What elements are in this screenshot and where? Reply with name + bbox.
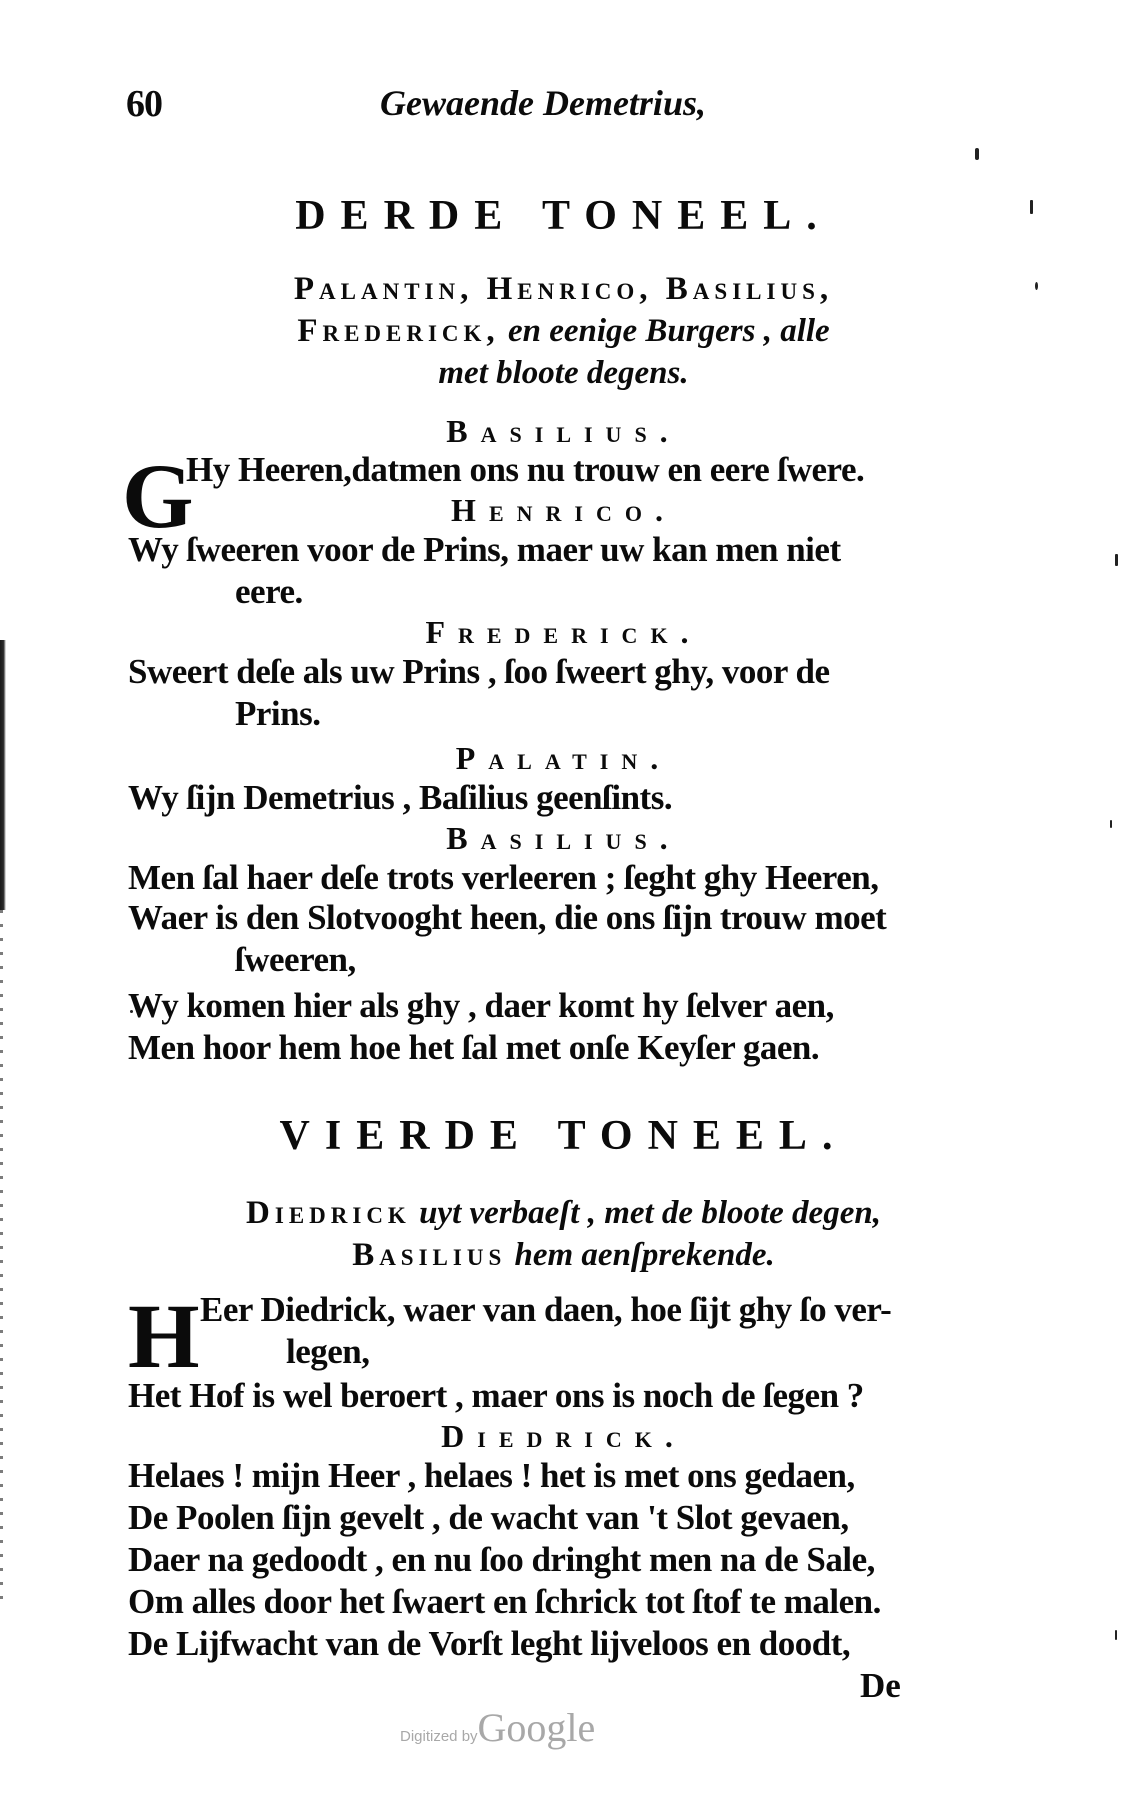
cast-list-line (0, 268, 1127, 310)
verse-line: Om alles door het ſwaert en ſchrick tot ſtof te malen. (128, 1582, 881, 1621)
verse-line: Sweert deſe als uw Prins , ſoo ſweert ghy, voor de (128, 652, 830, 691)
speaker-name: Frederick. (425, 614, 702, 650)
speaker-name: Basilius. (446, 413, 681, 449)
verse-line: Wy ſijn Demetrius , Baſilius geenſints. (128, 778, 673, 817)
cast-list-line (0, 310, 1127, 352)
verse-line-continuation: ſweeren, (235, 940, 356, 979)
verse-line: Eer Diedrick, waer van daen, hoe ſijt ghy ſo ver- (200, 1290, 892, 1329)
verse-line: De Lijfwacht van de Vorſt leght lijveloos en doodt, (128, 1624, 851, 1663)
ink-speck (1115, 1630, 1117, 1640)
digitized-by-google-watermark (400, 1704, 595, 1751)
cast-names: Frederick, (297, 313, 500, 349)
verse-line: Men hoor hem hoe het ſal met onſe Keyſer gaen. (128, 1028, 820, 1067)
verse-line: Wy komen hier als ghy , daer komt hy ſelver aen, (128, 986, 834, 1025)
verse-line: Waer is den Slotvooght heen, die ons ſijn trouw moet (128, 898, 887, 937)
running-title: Gewaende Demetrius, (380, 83, 706, 123)
watermark-prefix: Digitized by (400, 1728, 478, 1745)
stage-direction: en eenige Burgers , alle (507, 313, 830, 349)
verse-line-continuation: Prins. (235, 694, 321, 733)
stage-direction: uyt verbaeſt , met de bloote degen, (419, 1195, 881, 1231)
ink-speck (1115, 554, 1118, 566)
stage-direction: hem aenſprekende. (514, 1237, 775, 1273)
speaker-name: Diedrick. (441, 1418, 686, 1454)
verse-line-continuation: eere. (235, 572, 303, 611)
cast-list-line (0, 352, 1127, 394)
verse-line-continuation: legen, (286, 1332, 370, 1371)
speaker-name: Basilius. (446, 820, 681, 856)
verse-line: Hy Heeren,datmen ons nu trouw en eere ſwere. (186, 450, 865, 489)
verse-line: Daer na gedoodt , en nu ſoo dringht men na de Sale, (128, 1540, 875, 1579)
verse-line: Men ſal haer deſe trots verleeren ; ſeght ghy Heeren, (128, 858, 879, 897)
drop-cap: H (128, 1285, 200, 1387)
verse-line: De Poolen ſijn gevelt , de wacht van 't Slot gevaen, (128, 1498, 849, 1537)
cast-names: Basilius (352, 1237, 507, 1273)
page-number: 60 (126, 83, 162, 125)
google-logo-text: Google (477, 1705, 596, 1750)
verse-line: Wy ſweeren voor de Prins, maer uw kan men niet (128, 530, 841, 569)
scene-heading-derde-toneel: DERDE TONEEL. (295, 193, 832, 239)
stage-direction: met bloote degens. (438, 355, 689, 391)
speaker-name: Henrico. (451, 492, 676, 528)
speaker-name: Palatin. (455, 740, 672, 776)
verse-line: Het Hof is wel beroert , maer ons is noch de ſegen ? (128, 1376, 864, 1415)
catchword: De (860, 1666, 901, 1705)
scene-heading-vierde-toneel: VIERDE TONEEL. (279, 1113, 848, 1159)
cast-names: Palantin, Henrico, Basilius, (293, 271, 834, 307)
ink-speck (975, 148, 979, 160)
cast-list-line (0, 1234, 1127, 1276)
verse-line: Helaes ! mijn Heer , helaes ! het is met ons gedaen, (128, 1456, 855, 1495)
drop-cap: G (122, 445, 194, 547)
cast-list-line (0, 1192, 1127, 1234)
cast-names: Diedrick (246, 1195, 411, 1231)
